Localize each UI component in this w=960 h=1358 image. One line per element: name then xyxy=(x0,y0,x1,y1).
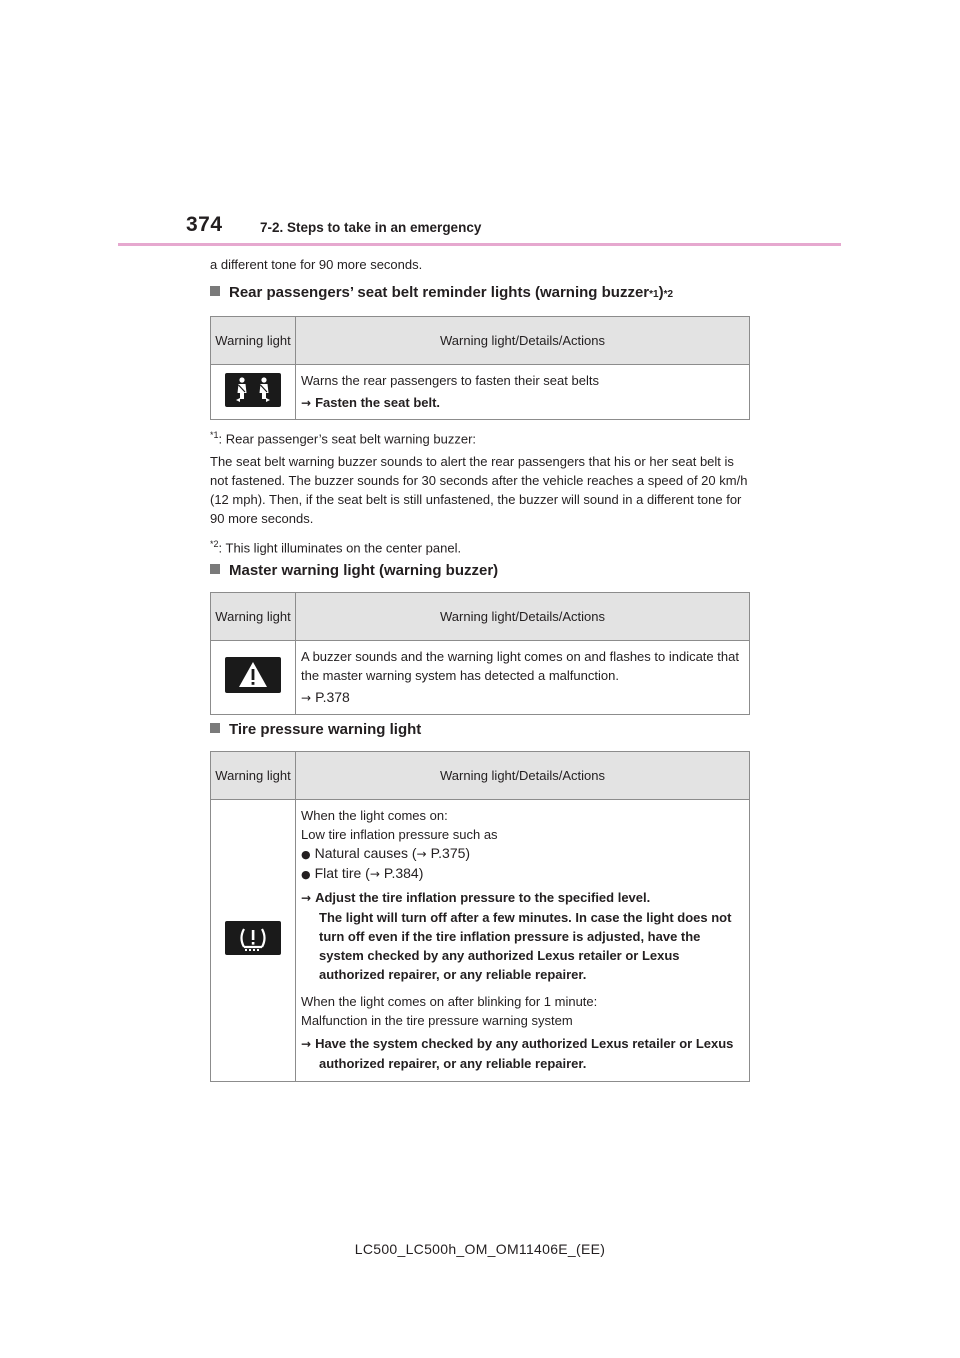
table-row xyxy=(211,641,750,715)
square-bullet-icon xyxy=(210,564,220,574)
footnote-2-text: : This light illuminates on the center panel. xyxy=(218,540,462,556)
rear-seatbelt-reminder-icon xyxy=(225,373,281,407)
low-pressure-text: Low tire inflation pressure such as xyxy=(301,827,498,842)
when-light-on-text: When the light comes on: xyxy=(301,808,448,823)
bullet-flat-tire xyxy=(301,864,744,884)
footnote-mark-1: *1 xyxy=(210,430,219,440)
tire-table xyxy=(210,751,750,1082)
tire-heading xyxy=(210,721,421,738)
arrow-right-icon: → xyxy=(301,891,312,905)
bullet-natural-causes xyxy=(301,844,744,864)
bullet-dot-icon: ● xyxy=(301,868,311,881)
table-row xyxy=(211,365,750,420)
bullet-text: Natural causes ( xyxy=(314,845,417,861)
col-warning-light: Warning light xyxy=(211,593,296,641)
square-bullet-icon xyxy=(210,723,220,733)
col-details: Warning light/Details/Actions xyxy=(296,752,750,800)
tire-pressure-warning-icon xyxy=(225,921,281,955)
master-heading-text: Master warning light (warning buzzer) xyxy=(229,562,499,579)
when-after-blink-text: When the light comes on after blinking for 1 minute: xyxy=(301,994,598,1009)
action-text: Adjust the tire inflation pressure to the specified level. xyxy=(315,890,651,905)
page-number: 374 xyxy=(186,213,223,236)
details-cell xyxy=(296,365,750,420)
footnote-mark-2: *2 xyxy=(210,539,219,549)
page-reference[interactable]: P.384) xyxy=(383,865,424,881)
document-code-footer: LC500_LC500h_OM_OM11406E_(EE) xyxy=(354,1241,606,1257)
col-warning-light: Warning light xyxy=(211,752,296,800)
icon-cell xyxy=(211,641,296,715)
action-text: Fasten the seat belt. xyxy=(315,395,441,410)
footnote-1-body: The seat belt warning buzzer sounds to alert the rear passengers that his or her seat belt is not fastened. The buzzer sounds for 30 seconds after the vehicle reaches a speed of 20 km/h (12 mph). Then, if the seat belt is still unfastened, the buzzer will sound in a different tone for 90 more seconds. xyxy=(210,454,748,526)
arrow-right-icon: → xyxy=(416,847,427,861)
arrow-right-icon: → xyxy=(369,867,380,881)
footnote-1-label-text: : Rear passenger’s seat belt warning buzzer: xyxy=(218,431,477,447)
page-reference[interactable]: P.375) xyxy=(430,845,471,861)
page-reference[interactable]: P.378 xyxy=(315,689,350,705)
bullet-text: Flat tire ( xyxy=(314,865,370,881)
footnote-ref-1: *1 xyxy=(649,289,659,300)
details-text: A buzzer sounds and the warning light comes on and flashes to indicate that the master warning system has detected a malfunction. xyxy=(301,649,739,683)
rear-belt-table xyxy=(210,316,750,420)
rear-belt-heading-text: Rear passengers’ seat belt reminder lights (warning buzzer xyxy=(229,284,650,301)
action-check-system-details: authorized repairer, or any reliable repairer. xyxy=(319,1056,587,1071)
master-warning-triangle-icon xyxy=(225,657,281,693)
arrow-right-icon: → xyxy=(301,1037,312,1051)
col-details: Warning light/Details/Actions xyxy=(296,317,750,365)
malfunction-text: Malfunction in the tire pressure warning system xyxy=(301,1013,573,1028)
table-header-row xyxy=(211,317,750,365)
table-header-row xyxy=(211,593,750,641)
action-line xyxy=(301,393,744,413)
details-text: Warns the rear passengers to fasten their seat belts xyxy=(301,373,599,388)
action-text: Have the system checked by any authorized Lexus retailer or Lexus xyxy=(315,1036,734,1051)
rear-belt-heading xyxy=(210,284,673,301)
square-bullet-icon xyxy=(210,286,220,296)
details-cell xyxy=(296,641,750,715)
table-header-row xyxy=(211,752,750,800)
reference-line xyxy=(301,688,744,708)
master-table xyxy=(210,592,750,715)
footnote-ref-2: *2 xyxy=(663,289,674,300)
arrow-right-icon: → xyxy=(301,396,312,410)
icon-cell xyxy=(211,800,296,1082)
section-title: 7-2. Steps to take in an emergency xyxy=(260,220,482,235)
action-check-system xyxy=(301,1034,744,1054)
table-row xyxy=(211,800,750,1082)
icon-cell xyxy=(211,365,296,420)
heading-close-paren: ) xyxy=(658,284,664,301)
footnote-1-label xyxy=(210,426,476,448)
header-divider xyxy=(118,243,841,246)
action-adjust-details: The light will turn off after a few minutes. In case the light does not turn off even if the tire inflation pressure is adjusted, have the system checked by any authorized Lexus retailer or Lexus authorized repairer, or any reliable repairer. xyxy=(319,910,732,982)
col-warning-light: Warning light xyxy=(211,317,296,365)
details-cell xyxy=(296,800,750,1082)
tire-heading-text: Tire pressure warning light xyxy=(229,721,422,738)
bullet-dot-icon: ● xyxy=(301,848,311,861)
arrow-right-icon: → xyxy=(301,691,312,705)
master-heading xyxy=(210,562,498,579)
footnote-2 xyxy=(210,535,461,557)
col-details: Warning light/Details/Actions xyxy=(296,593,750,641)
action-adjust xyxy=(301,888,744,908)
intro-text: a different tone for 90 more seconds. xyxy=(210,257,423,272)
